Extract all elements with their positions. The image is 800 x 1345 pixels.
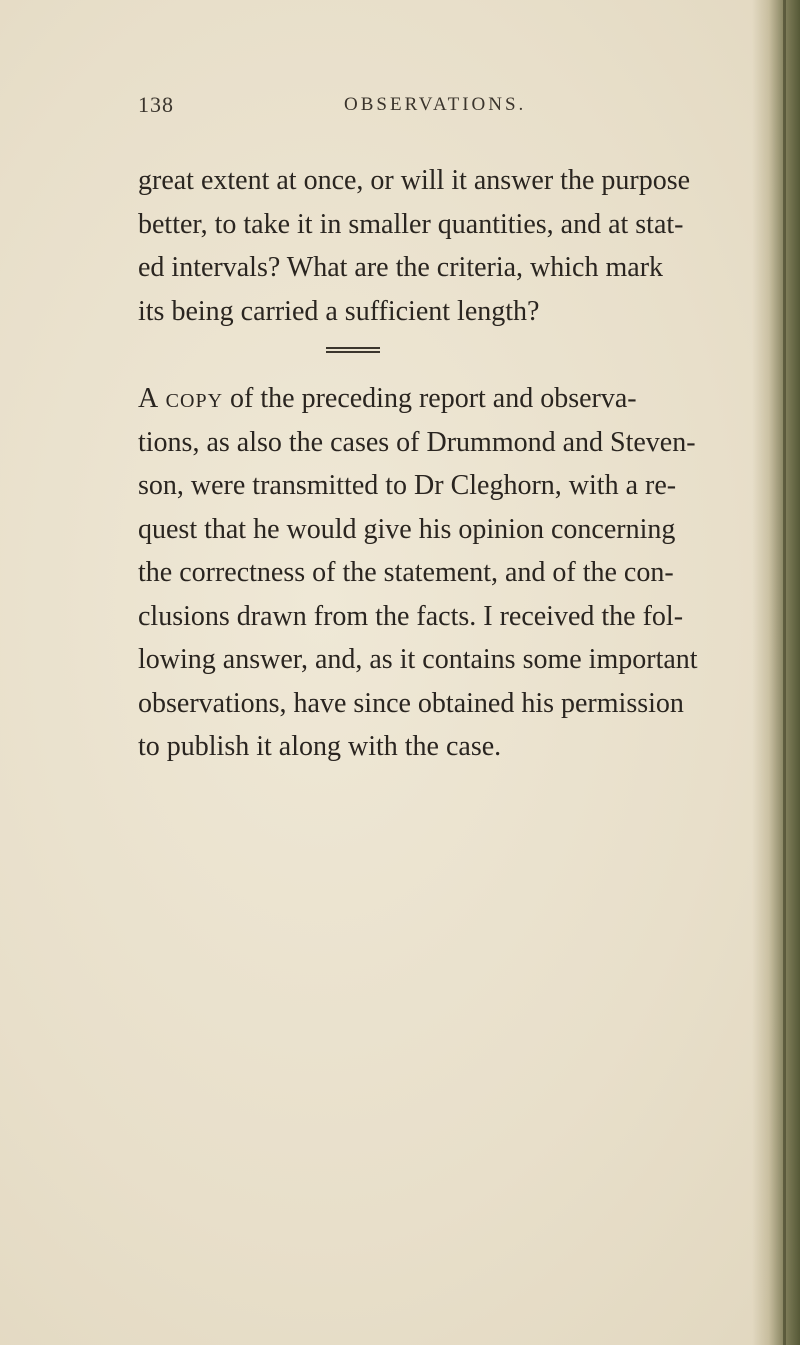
- text-line: observations, have since obtained his permission: [138, 687, 684, 719]
- first-line-rest: of the preceding report and observa-: [223, 383, 637, 414]
- text-line: clusions drawn from the facts. I received the fol-: [138, 600, 684, 632]
- page-edge-line: [783, 0, 786, 1345]
- section-divider: [326, 347, 380, 353]
- paragraph-continued: [138, 159, 768, 333]
- text-line: the correctness of the statement, and of the con-: [138, 557, 674, 588]
- text-line: quest that he would give his opinion concerning: [138, 513, 676, 545]
- text-line: son, were transmitted to Dr Cleghorn, with a re-: [138, 470, 677, 501]
- page-number: 138: [138, 92, 174, 117]
- running-head: [138, 92, 738, 122]
- text-line: its being carried a sufficient length?: [138, 295, 540, 327]
- text-line-first: [138, 377, 768, 421]
- text-line: to publish it along with the case.: [138, 731, 502, 762]
- paragraph-new: [138, 377, 768, 769]
- text-line: great extent at once, or will it answer the purpose: [138, 165, 691, 196]
- page-edge-shadow: [752, 0, 800, 1345]
- text-line: lowing answer, and, as it contains some important: [138, 644, 698, 675]
- text-line: better, to take it in smaller quantities, and at stat-: [138, 208, 684, 240]
- running-title: OBSERVATIONS.: [344, 94, 527, 115]
- text-line: ed intervals? What are the criteria, which mark: [138, 252, 664, 283]
- lead-small-caps: A copy: [138, 383, 224, 414]
- text-line: tions, as also the cases of Drummond and Steven-: [138, 426, 696, 458]
